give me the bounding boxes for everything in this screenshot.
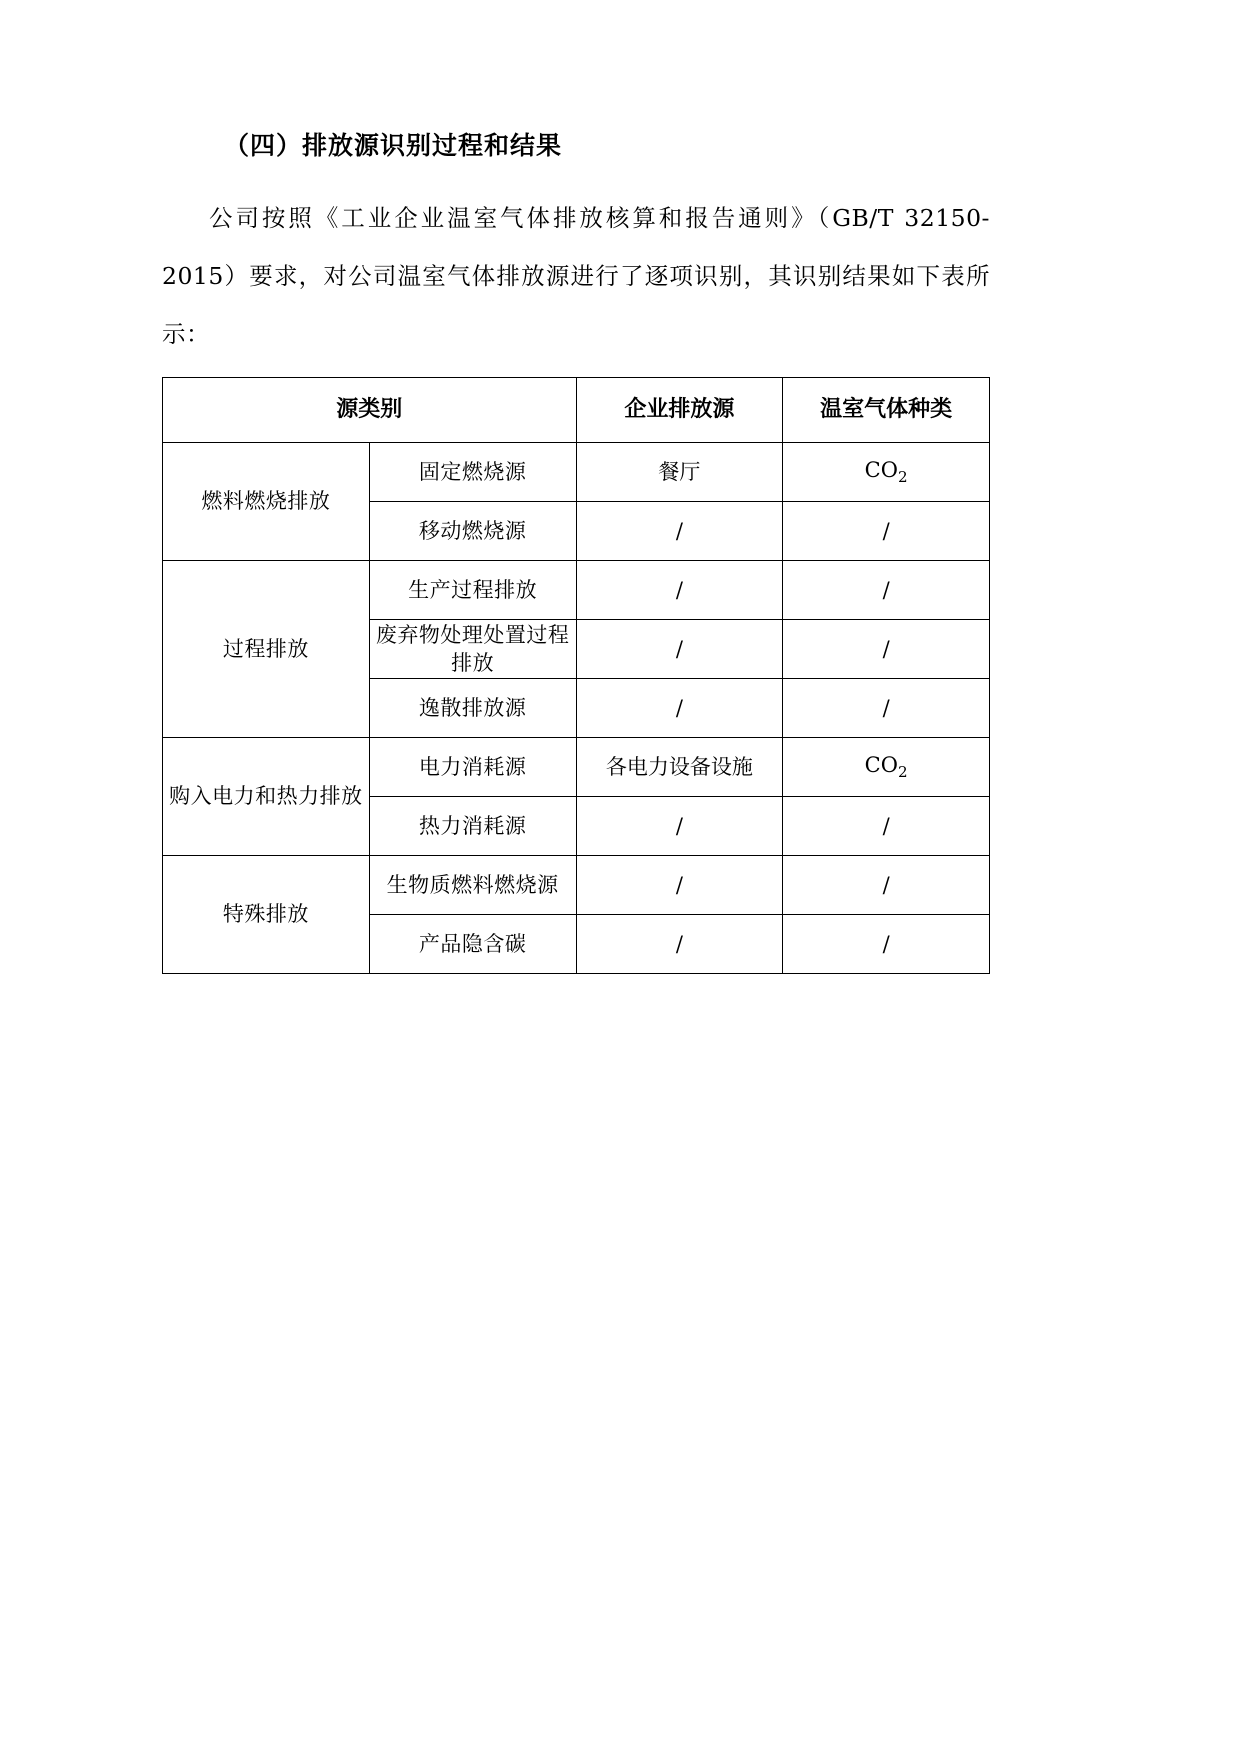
row-gas: / [783, 797, 990, 856]
section-heading: （四）排放源识别过程和结果 [224, 131, 563, 160]
row-source: 生产过程排放 [369, 561, 576, 620]
row-source: 电力消耗源 [369, 738, 576, 797]
row-source: 热力消耗源 [369, 797, 576, 856]
gas-formula-base: CO [864, 753, 898, 778]
gas-formula-sub: 2 [897, 763, 908, 782]
row-category: 过程排放 [163, 561, 370, 738]
row-enterprise: / [576, 679, 783, 738]
row-source: 产品隐含碳 [369, 915, 576, 974]
row-category: 特殊排放 [163, 856, 370, 974]
gas-formula-sub: 2 [897, 468, 908, 487]
row-enterprise: / [576, 561, 783, 620]
row-enterprise: / [576, 915, 783, 974]
row-gas: / [783, 620, 990, 679]
document-content [162, 128, 990, 974]
row-enterprise: / [576, 620, 783, 679]
emission-source-table [162, 377, 990, 974]
row-gas: / [783, 856, 990, 915]
row-category: 购入电力和热力排放 [163, 738, 370, 856]
intro-paragraph: 公司按照《工业企业温室气体排放核算和报告通则》（GB/T 32150-2015）要求，对公司温室气体排放源进行了逐项识别，其识别结果如下表所示： [162, 204, 990, 348]
row-enterprise: / [576, 856, 783, 915]
row-gas: / [783, 561, 990, 620]
row-gas: / [783, 679, 990, 738]
row-source: 废弃物处理处置过程排放 [369, 620, 576, 679]
table-header-row [163, 378, 990, 443]
table-row [163, 856, 990, 915]
row-gas [783, 738, 990, 797]
row-enterprise: / [576, 502, 783, 561]
header-enterprise-source: 企业排放源 [576, 378, 783, 443]
row-source: 移动燃烧源 [369, 502, 576, 561]
row-gas: / [783, 915, 990, 974]
row-source: 逸散排放源 [369, 679, 576, 738]
row-source: 固定燃烧源 [369, 443, 576, 502]
header-gas-type: 温室气体种类 [783, 378, 990, 443]
row-gas [783, 443, 990, 502]
table-row [163, 738, 990, 797]
row-enterprise: 各电力设备设施 [576, 738, 783, 797]
table-row [163, 561, 990, 620]
row-category: 燃料燃烧排放 [163, 443, 370, 561]
row-enterprise: / [576, 797, 783, 856]
row-enterprise: 餐厅 [576, 443, 783, 502]
row-source: 生物质燃料燃烧源 [369, 856, 576, 915]
row-gas: / [783, 502, 990, 561]
table-body [163, 443, 990, 974]
header-category: 源类别 [163, 378, 577, 443]
table-row [163, 443, 990, 502]
gas-formula-base: CO [864, 458, 898, 483]
